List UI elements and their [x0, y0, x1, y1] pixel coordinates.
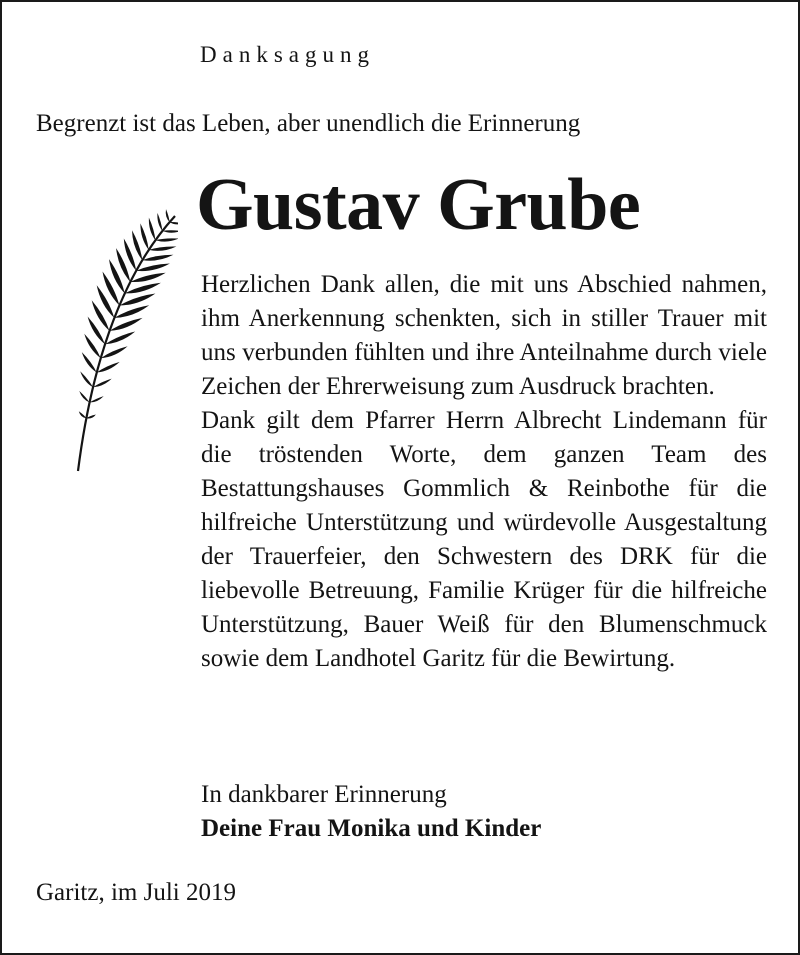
fern-leaflet — [155, 238, 178, 241]
fern-leaflet — [149, 246, 177, 250]
fern-leaflet — [136, 264, 170, 272]
fern-leaflet — [80, 371, 93, 387]
fern-leaflet — [82, 352, 97, 372]
notice-body — [201, 268, 767, 676]
fern-stem — [78, 216, 175, 471]
fern-leaf-icon — [36, 208, 178, 474]
fern-leaflet — [79, 391, 89, 403]
fern-leaflet — [140, 223, 148, 250]
deceased-name: Gustav Grube — [196, 164, 641, 246]
fern-leaflet — [132, 230, 142, 260]
place-date: Garitz, im Juli 2019 — [36, 879, 236, 906]
notice-heading: Danksagung — [200, 42, 375, 67]
fern-leaflet — [142, 255, 173, 261]
fern-leaflet — [166, 209, 170, 222]
notice-motto: Begrenzt ist das Leben, aber unendlich die Erinnerung — [36, 110, 581, 137]
fern-leaflet — [157, 213, 162, 231]
fern-leaflet — [149, 218, 156, 241]
thanks-paragraph-1: Herzlichen Dank allen, die mit uns Abschied nahmen, ihm Anerkennung schenkten, sich in stiller Trauer mit uns verbunden fühlten und ihre Anteilnahme durch viele Zeichen der Ehrerweisung zum Ausdruck brachten. — [201, 271, 767, 400]
signature: Deine Frau Monika und Kinder — [201, 815, 542, 842]
fern-leaflet — [170, 222, 178, 224]
thanks-paragraph-2: Dank gilt dem Pfarrer Herrn Albrecht Lindemann für die tröstenden Worte, dem ganzen Team des Bestattungshauses Gommlich & Reinbothe für die hilfreiche Unterstützung und würdevolle Ausgestaltung der Trauerfeier, den Schwestern des DRK für die liebevolle Betreuung, Familie Krüger für die hilfreiche Unterstützung, Bauer Weiß für den Blumenschmuck sowie dem Landhotel Garitz für die Bewirtung. — [201, 407, 767, 672]
fern-leaflet — [162, 230, 178, 233]
fern-leaflet — [79, 411, 87, 418]
closing-line: In dankbarer Erinnerung — [201, 781, 447, 808]
